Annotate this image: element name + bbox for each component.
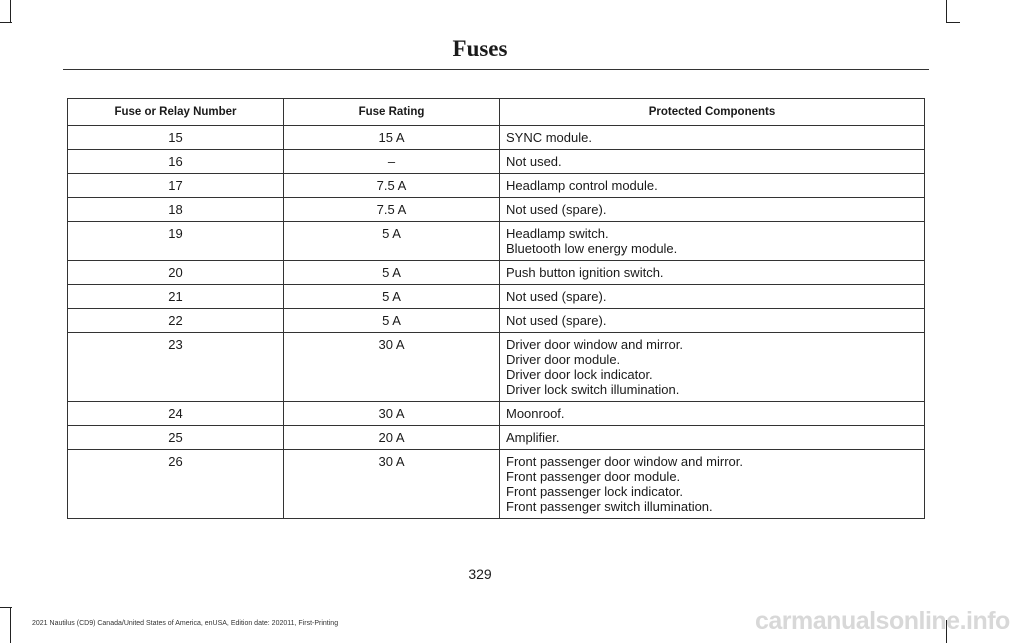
table-row — [68, 222, 925, 261]
component-line: Headlamp switch. — [506, 226, 609, 241]
component-line: Headlamp control module. — [506, 178, 658, 193]
fuse-number-cell: 26 — [68, 450, 284, 519]
protected-components-cell — [500, 333, 925, 402]
fuse-rating-cell: 5 A — [284, 261, 500, 285]
protected-components-cell — [500, 198, 925, 222]
fuse-table — [67, 98, 925, 519]
column-header-rating: Fuse Rating — [284, 99, 500, 126]
crop-mark — [0, 22, 12, 23]
table-row — [68, 285, 925, 309]
fuse-rating-cell: – — [284, 150, 500, 174]
fuse-rating-cell: 5 A — [284, 285, 500, 309]
crop-mark — [946, 22, 960, 23]
protected-components-cell — [500, 426, 925, 450]
fuse-number-cell: 16 — [68, 150, 284, 174]
page-number: 329 — [468, 566, 492, 582]
protected-components-cell — [500, 126, 925, 150]
component-line: Driver door window and mirror. — [506, 337, 684, 352]
component-line: Front passenger switch illumination. — [506, 499, 713, 514]
protected-components-cell — [500, 450, 925, 519]
component-line: Not used (spare). — [506, 289, 607, 304]
table-row — [68, 333, 925, 402]
component-line: Driver door lock indicator. — [506, 367, 653, 382]
component-line: Bluetooth low energy module. — [506, 241, 678, 256]
protected-components-cell — [500, 402, 925, 426]
crop-mark — [10, 607, 11, 643]
component-line: SYNC module. — [506, 130, 592, 145]
table-row — [68, 126, 925, 150]
page-title: Fuses — [452, 36, 508, 61]
fuse-rating-cell: 5 A — [284, 222, 500, 261]
protected-components-cell — [500, 285, 925, 309]
crop-mark — [10, 0, 11, 22]
fuse-rating-cell: 30 A — [284, 333, 500, 402]
edition-footer: 2021 Nautilus (CD9) Canada/United States of America, enUSA, Edition date: 202011, First-Printing — [32, 620, 339, 627]
fuse-number-cell: 19 — [68, 222, 284, 261]
component-line: Moonroof. — [506, 406, 565, 421]
table-header-row — [68, 99, 925, 126]
fuse-rating-cell: 7.5 A — [284, 174, 500, 198]
table-row — [68, 450, 925, 519]
table-row — [68, 261, 925, 285]
fuse-number-cell: 15 — [68, 126, 284, 150]
component-line: Amplifier. — [506, 430, 560, 445]
component-line: Push button ignition switch. — [506, 265, 664, 280]
component-line: Front passenger door module. — [506, 469, 681, 484]
fuse-rating-cell: 30 A — [284, 450, 500, 519]
protected-components-cell — [500, 261, 925, 285]
column-header-components: Protected Components — [500, 99, 925, 126]
component-line: Driver lock switch illumination. — [506, 382, 680, 397]
protected-components-cell — [500, 222, 925, 261]
crop-mark — [0, 607, 12, 608]
fuse-number-cell: 23 — [68, 333, 284, 402]
table-row — [68, 198, 925, 222]
table-row — [68, 426, 925, 450]
component-line: Not used (spare). — [506, 313, 607, 328]
fuse-number-cell: 17 — [68, 174, 284, 198]
component-line: Not used. — [506, 154, 562, 169]
protected-components-cell — [500, 174, 925, 198]
column-header-number: Fuse or Relay Number — [68, 99, 284, 126]
component-line: Not used (spare). — [506, 202, 607, 217]
component-line: Front passenger lock indicator. — [506, 484, 684, 499]
fuse-rating-cell: 20 A — [284, 426, 500, 450]
table-row — [68, 150, 925, 174]
table-row — [68, 309, 925, 333]
fuse-rating-cell: 15 A — [284, 126, 500, 150]
protected-components-cell — [500, 309, 925, 333]
protected-components-cell — [500, 150, 925, 174]
fuse-number-cell: 21 — [68, 285, 284, 309]
fuse-rating-cell: 5 A — [284, 309, 500, 333]
fuse-number-cell: 22 — [68, 309, 284, 333]
fuse-number-cell: 18 — [68, 198, 284, 222]
fuse-number-cell: 24 — [68, 402, 284, 426]
fuse-rating-cell: 7.5 A — [284, 198, 500, 222]
table-row — [68, 174, 925, 198]
table-row — [68, 402, 925, 426]
title-divider — [63, 69, 929, 70]
fuse-number-cell: 20 — [68, 261, 284, 285]
watermark: carmanualsonline.info — [755, 607, 1010, 635]
fuse-number-cell: 25 — [68, 426, 284, 450]
component-line: Front passenger door window and mirror. — [506, 454, 744, 469]
fuse-rating-cell: 30 A — [284, 402, 500, 426]
component-line: Driver door module. — [506, 352, 621, 367]
crop-mark — [946, 0, 947, 22]
